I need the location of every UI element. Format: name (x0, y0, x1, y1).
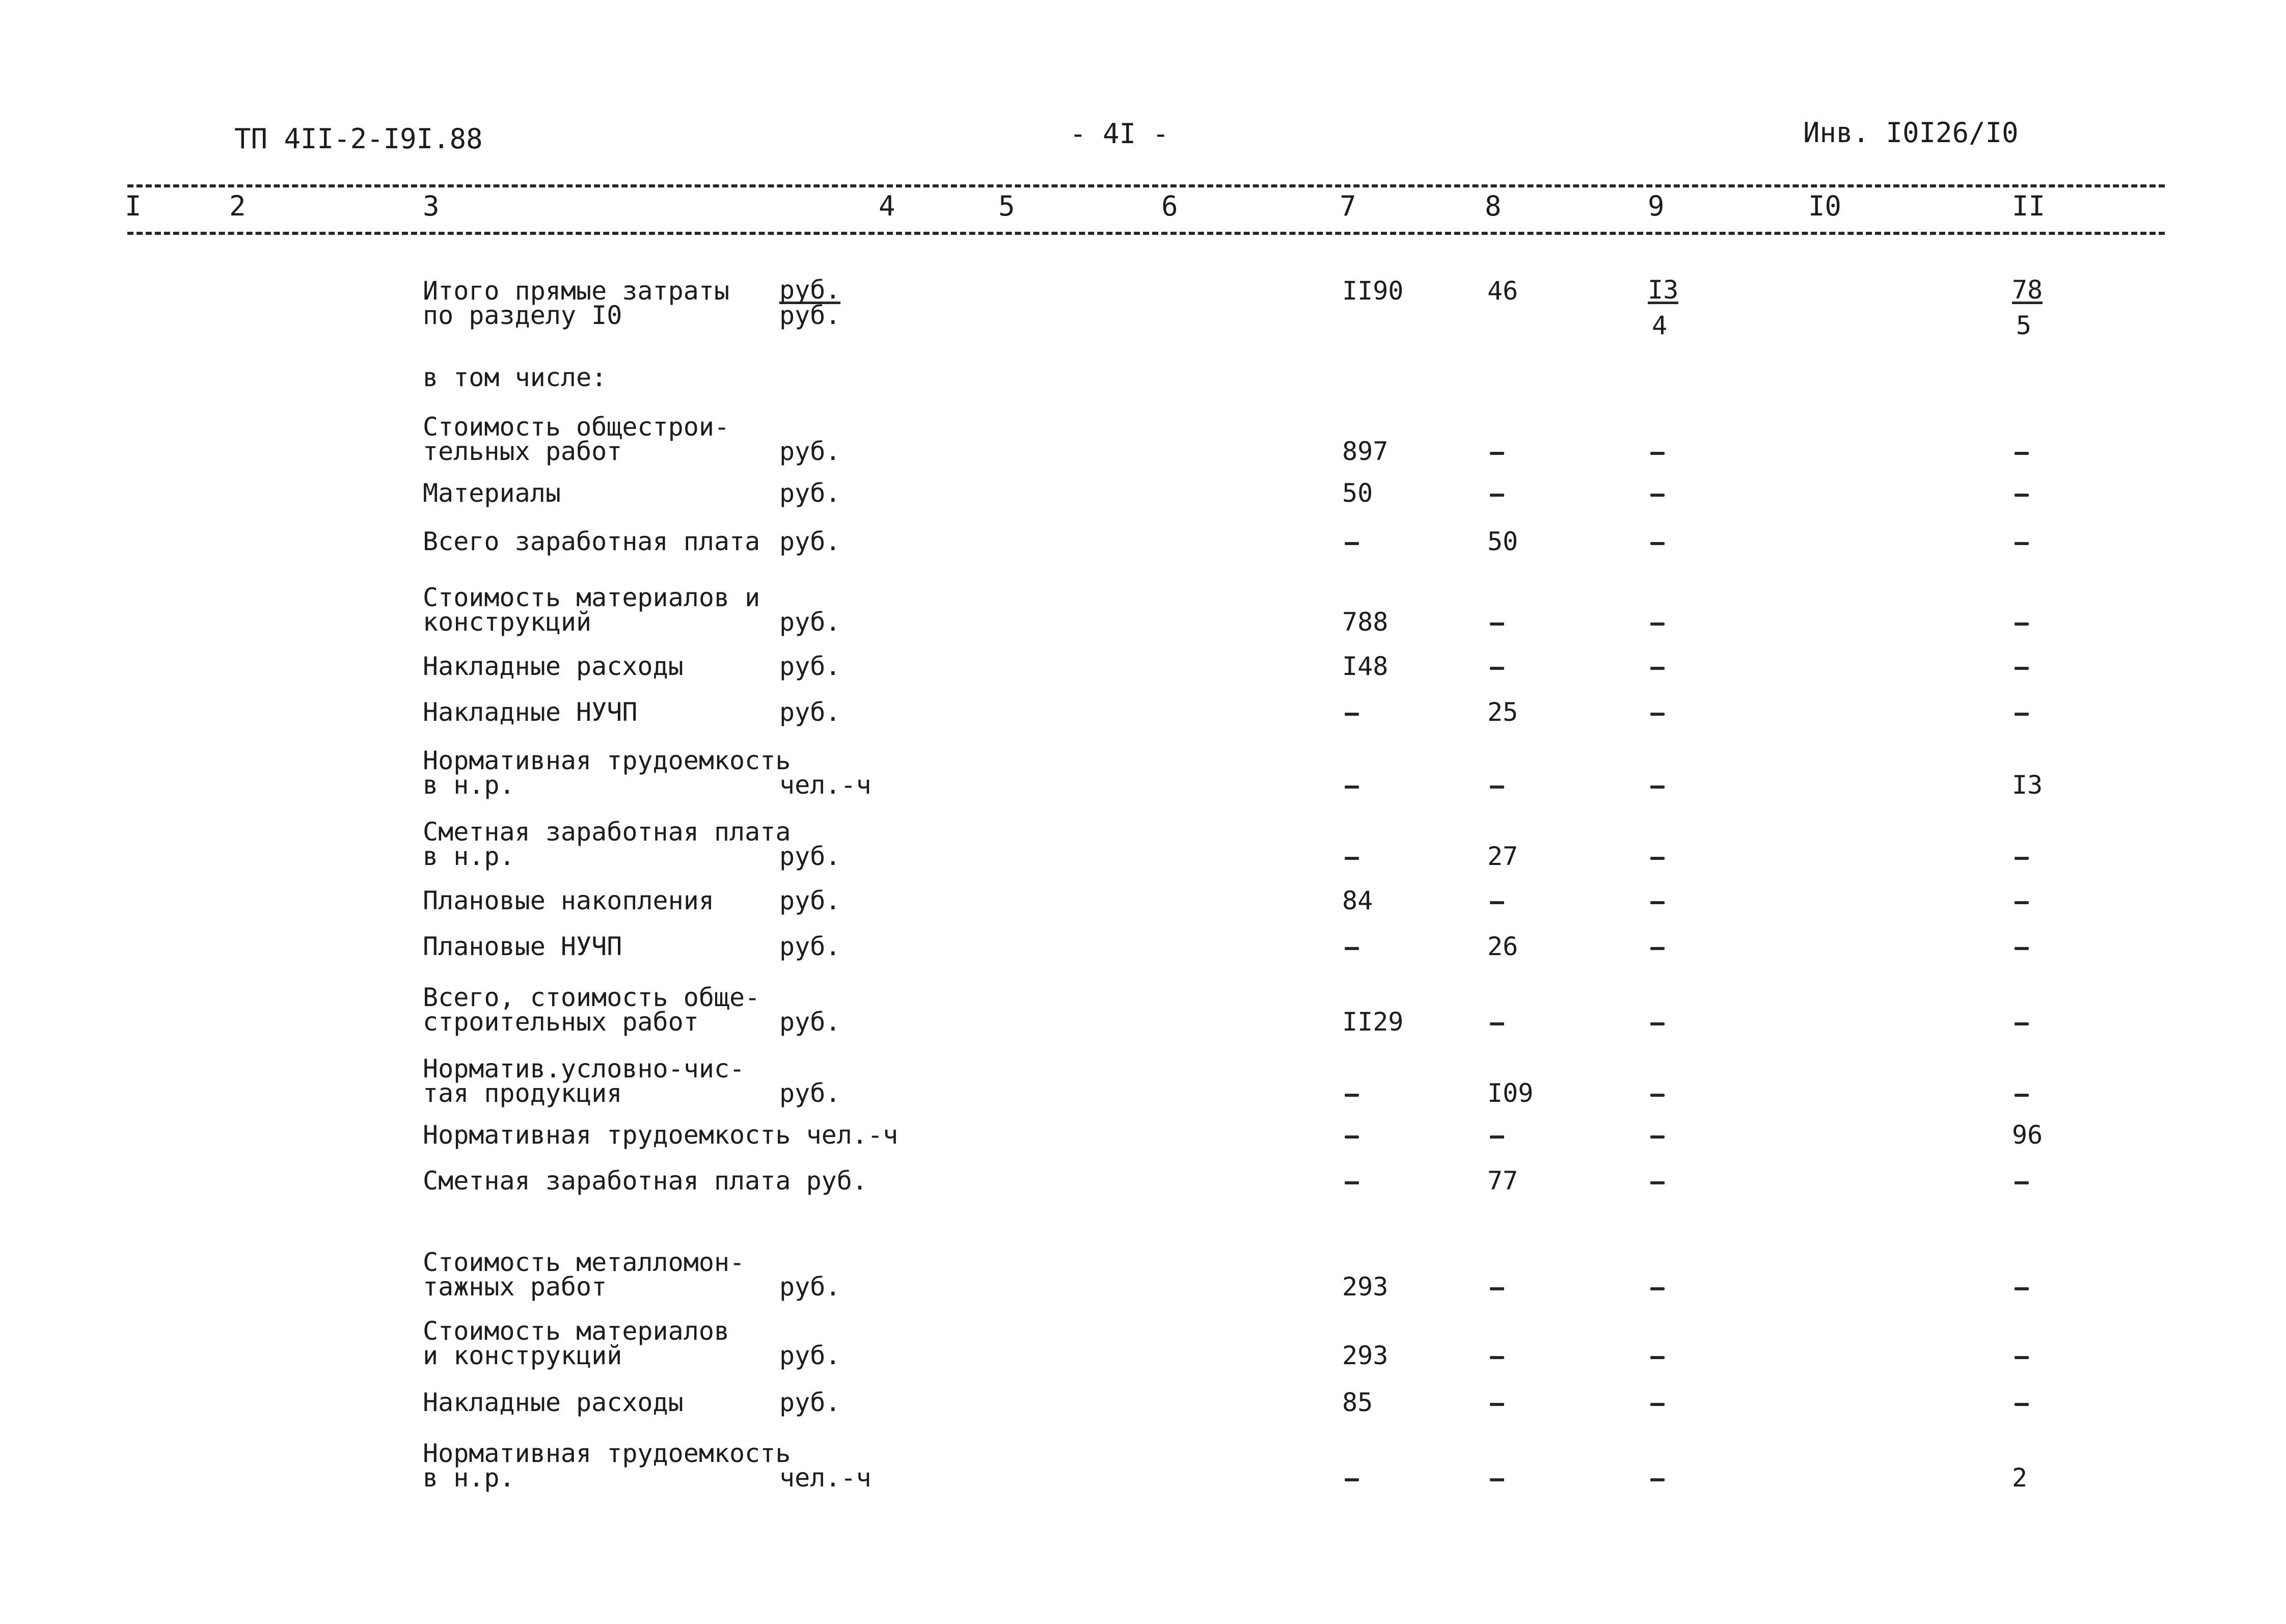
dash-c8 (1490, 786, 1504, 789)
row-label-line2: в н.р. (423, 1463, 515, 1493)
summary-col7: II90 (1342, 276, 1404, 306)
dash-c11 (2015, 452, 2029, 455)
dash-c9 (1650, 494, 1665, 497)
col-header-6: 6 (1161, 190, 1178, 222)
row-label-line1: Плановые НУЧП (423, 932, 622, 961)
row-value-c7: 85 (1342, 1388, 1373, 1417)
row-value-c11: 2 (2012, 1463, 2028, 1493)
row-value-c7: 897 (1342, 437, 1389, 466)
dash-c9 (1650, 542, 1665, 545)
dash-c8 (1490, 494, 1504, 497)
summary-col11-numerator: 78 (2012, 275, 2043, 305)
row-unit: руб. (779, 527, 841, 556)
row-unit: руб. (779, 478, 841, 508)
dash-c9 (1650, 1356, 1665, 1359)
col-header-2: 2 (229, 190, 246, 222)
row-label-line1: Накладные НУЧП (423, 697, 638, 727)
col-header-7: 7 (1340, 190, 1356, 222)
dash-c7 (1345, 1094, 1359, 1097)
row-value-c7: 788 (1342, 607, 1389, 637)
row-unit: руб. (779, 697, 841, 727)
document-code: ТП 4II-2-I9I.88 (234, 123, 483, 155)
dash-c8 (1490, 1287, 1504, 1290)
row-label-line2: конструкций (423, 607, 592, 637)
row-unit: руб. (779, 932, 841, 961)
row-label-line1: Норматив.условно-чис- (423, 1054, 745, 1084)
row-value-c7: 293 (1342, 1272, 1389, 1302)
including-caption: в том числе: (423, 363, 607, 392)
dash-c7 (1345, 786, 1359, 789)
row-label-line1: Стоимость материалов и (423, 583, 760, 612)
dash-c11 (2015, 1403, 2029, 1406)
col-header-1: I (125, 190, 142, 222)
dash-c9 (1650, 622, 1665, 626)
col-header-3: 3 (423, 190, 440, 222)
dash-c11 (2015, 901, 2029, 904)
dash-c9 (1650, 901, 1665, 904)
dash-c9 (1650, 857, 1665, 860)
row-unit: руб. (779, 886, 841, 915)
row-value-c8: 26 (1487, 932, 1518, 961)
dash-c11 (2015, 1287, 2029, 1290)
row-label-line2: тельных работ (423, 437, 622, 466)
row-unit: руб. (779, 607, 841, 637)
dash-c8 (1490, 667, 1504, 670)
summary-label-line2: по разделу I0 (423, 301, 622, 330)
row-label-line2: в н.р. (423, 842, 515, 871)
col-header-9: 9 (1648, 190, 1665, 222)
dash-c11 (2015, 494, 2029, 497)
page-number: - 4I - (1070, 118, 1169, 150)
summary-col11-denominator: 5 (2016, 311, 2032, 340)
row-unit: руб. (779, 1388, 841, 1417)
row-label-line2: строительных работ (423, 1007, 699, 1037)
row-label-line1: Накладные расходы (423, 652, 684, 681)
row-label-line1: Сметная заработная плата (423, 817, 791, 847)
row-value-c7: 84 (1342, 886, 1373, 915)
row-label-line1: Стоимость металломон- (423, 1248, 745, 1277)
row-value-c11: I3 (2012, 770, 2043, 800)
row-label-line1: Накладные расходы (423, 1388, 684, 1417)
dash-c9 (1650, 1022, 1665, 1025)
row-unit: руб. (779, 437, 841, 466)
table-top-rule (127, 184, 2165, 187)
dash-c11 (2015, 667, 2029, 670)
dash-c7 (1345, 1135, 1359, 1139)
dash-c7 (1345, 947, 1359, 950)
row-unit: руб. (779, 1341, 841, 1370)
row-label-line1: Всего, стоимость обще- (423, 983, 760, 1012)
col-header-10: I0 (1808, 190, 1842, 222)
row-label-line1: Материалы (423, 478, 561, 508)
row-unit: руб. (779, 1272, 841, 1302)
row-label-line1: Плановые накопления (423, 886, 714, 915)
dash-c11 (2015, 857, 2029, 860)
dash-c9 (1650, 1135, 1665, 1139)
row-value-c8: 50 (1487, 527, 1518, 556)
row-value-c8: 25 (1487, 697, 1518, 727)
row-label-line1: Всего заработная плата (423, 527, 760, 556)
summary-unit-line1: руб. (779, 275, 841, 305)
summary-unit-line2: руб. (779, 301, 841, 330)
row-label-line1: Стоимость материалов (423, 1316, 730, 1346)
dash-c7 (1345, 1478, 1359, 1481)
row-label-line1: Стоимость общестрои- (423, 412, 730, 442)
dash-c11 (2015, 1094, 2029, 1097)
dash-c8 (1490, 1478, 1504, 1481)
row-label-line2: тая продукция (423, 1078, 622, 1108)
row-label-line1: Нормативная трудоемкость (423, 746, 791, 775)
dash-c7 (1345, 857, 1359, 860)
row-value-c11: 96 (2012, 1120, 2043, 1150)
dash-c11 (2015, 947, 2029, 950)
dash-c7 (1345, 713, 1359, 716)
dash-c11 (2015, 1356, 2029, 1359)
dash-c11 (2015, 1181, 2029, 1184)
row-value-c7: I48 (1342, 652, 1389, 681)
dash-c7 (1345, 542, 1359, 545)
row-unit: руб. (779, 1007, 841, 1037)
dash-c8 (1490, 452, 1504, 455)
row-value-c7: II29 (1342, 1007, 1404, 1037)
dash-c8 (1490, 1135, 1504, 1139)
col-header-8: 8 (1485, 190, 1502, 222)
row-label-line1: Сметная заработная плата руб. (423, 1166, 867, 1196)
dash-c9 (1650, 1181, 1665, 1184)
dash-c11 (2015, 713, 2029, 716)
dash-c8 (1490, 1356, 1504, 1359)
col-header-4: 4 (879, 190, 895, 222)
row-value-c8: 77 (1487, 1166, 1518, 1196)
row-value-c8: 27 (1487, 842, 1518, 871)
table-header-rule (127, 232, 2165, 235)
row-unit: руб. (779, 842, 841, 871)
dash-c9 (1650, 786, 1665, 789)
inventory-number: Инв. I0I26/I0 (1803, 117, 2019, 149)
dash-c9 (1650, 947, 1665, 950)
dash-c8 (1490, 622, 1504, 626)
dash-c9 (1650, 1478, 1665, 1481)
dash-c8 (1490, 901, 1504, 904)
col-header-5: 5 (998, 190, 1015, 222)
row-unit: руб. (779, 1078, 841, 1108)
summary-col8: 46 (1487, 276, 1518, 306)
summary-label-line1: Итого прямые затраты (423, 276, 730, 306)
row-label-line2: тажных работ (423, 1272, 607, 1302)
row-label-line1: Нормативная трудоемкость чел.-ч (423, 1120, 899, 1150)
row-unit: руб. (779, 652, 841, 681)
row-unit: чел.-ч (779, 770, 872, 800)
dash-c9 (1650, 1094, 1665, 1097)
col-header-11: II (2012, 190, 2046, 222)
row-value-c7: 50 (1342, 478, 1373, 508)
row-value-c8: I09 (1487, 1078, 1534, 1108)
dash-c9 (1650, 713, 1665, 716)
dash-c8 (1490, 1403, 1504, 1406)
row-label-line2: и конструкций (423, 1341, 622, 1370)
dash-c9 (1650, 1403, 1665, 1406)
dash-c11 (2015, 542, 2029, 545)
summary-col9-denominator: 4 (1652, 311, 1668, 340)
row-label-line2: в н.р. (423, 770, 515, 800)
row-label-line1: Нормативная трудоемкость (423, 1439, 791, 1468)
row-value-c7: 293 (1342, 1341, 1389, 1370)
dash-c8 (1490, 1022, 1504, 1025)
summary-col9-numerator: I3 (1648, 275, 1679, 305)
dash-c11 (2015, 622, 2029, 626)
dash-c7 (1345, 1181, 1359, 1184)
row-unit: чел.-ч (779, 1463, 872, 1493)
dash-c9 (1650, 452, 1665, 455)
dash-c9 (1650, 1287, 1665, 1290)
dash-c11 (2015, 1022, 2029, 1025)
dash-c9 (1650, 667, 1665, 670)
